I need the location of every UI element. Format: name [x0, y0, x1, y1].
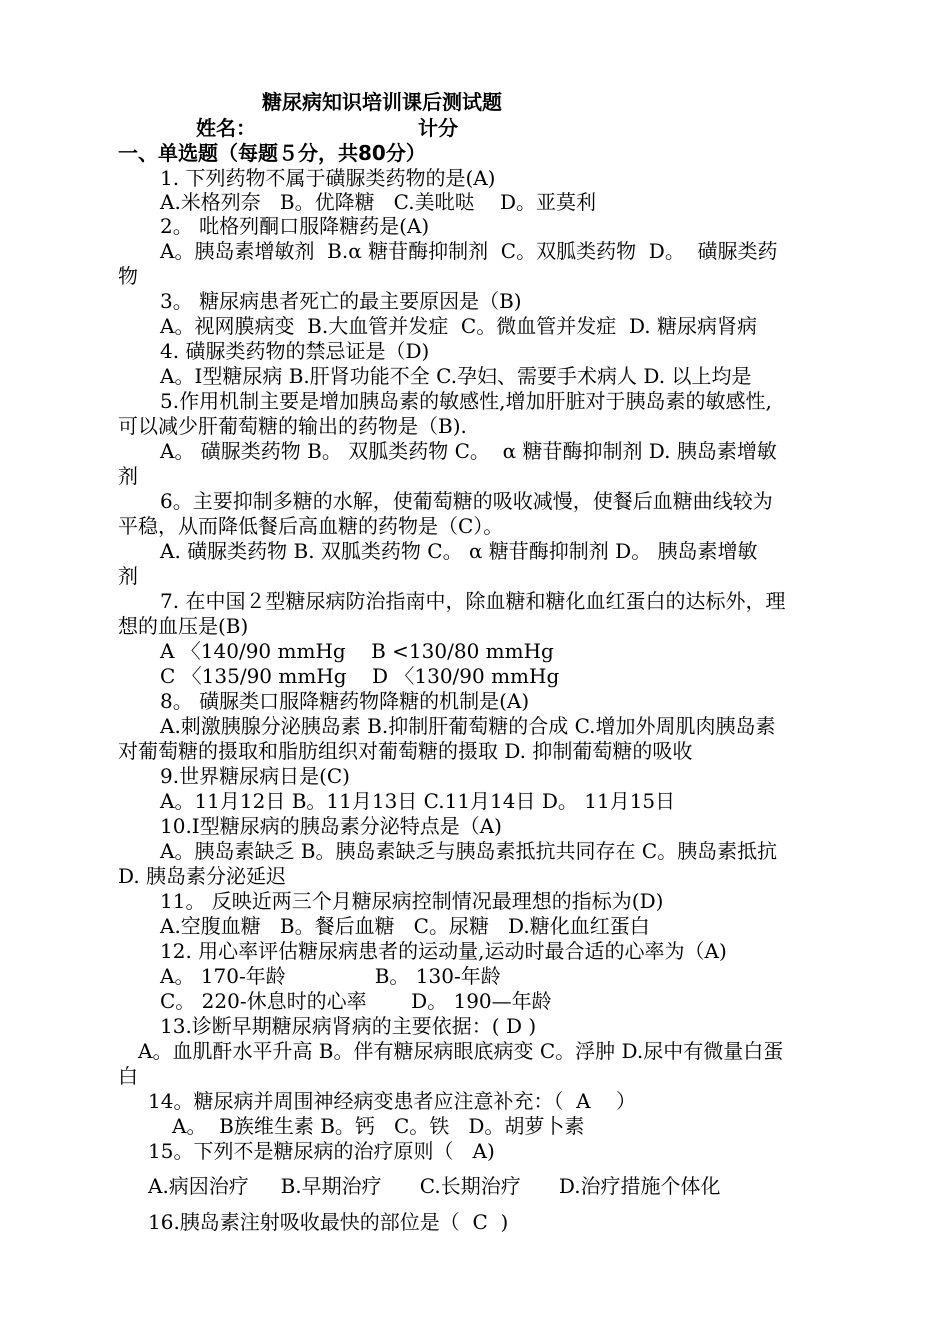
question-line: 可以减少肝葡萄糖的输出的药物是（B). — [118, 414, 467, 438]
question-line: 4. 磺脲类药物的禁忌证是（D) — [160, 339, 430, 363]
question-line: 2。 吡格列酮口服降糖药是(A) — [160, 214, 430, 238]
answer-options: A。血肌酐水平升高 B。伴有糖尿病眼底病变 C。浮肿 D.尿中有微量白蛋 — [138, 1039, 784, 1063]
answer-options: 对葡萄糖的摄取和脂肪组织对葡萄糖的摄取 D. 抑制葡萄糖的吸收 — [118, 739, 693, 763]
question-line: 15。下列不是糖尿病的治疗原则（ A) — [148, 1139, 495, 1163]
question-line: 12. 用心率评估糖尿病患者的运动量,运动时最合适的心率为（A) — [160, 939, 727, 963]
question-line: 1. 下列药物不属于磺脲类药物的是(A) — [160, 166, 496, 190]
question-line: 5.作用机制主要是增加胰岛素的敏感性,增加肝脏对于胰岛素的敏感性, — [160, 389, 772, 413]
answer-options: A.空腹血糖 B。餐后血糖 C。尿糖 D.糖化血红蛋白 — [160, 914, 650, 938]
answer-options: C。 220-休息时的心率 D。 190—年龄 — [160, 989, 552, 1013]
question-line: 想的血压是(B) — [118, 614, 249, 638]
score-label: 计分 — [418, 116, 458, 140]
answer-options: D. 胰岛素分泌延迟 — [118, 864, 287, 888]
answer-options: 物 — [118, 264, 138, 288]
question-line: 16.胰岛素注射吸收最快的部位是（ C ) — [148, 1210, 509, 1234]
question-line: 3。 糖尿病患者死亡的最主要原因是（B) — [160, 289, 522, 313]
question-line: 8。 磺脲类口服降糖药物降糖的机制是(A) — [160, 689, 530, 713]
answer-options: A。 磺脲类药物 B。 双胍类药物 C。 α 糖苷酶抑制剂 D. 胰岛素增敏 — [160, 439, 777, 463]
answer-options: A。视网膜病变 B.大血管并发症 C。微血管并发症 D. 糖尿病肾病 — [160, 314, 757, 338]
answer-options: 剂 — [118, 564, 138, 588]
question-line: 7. 在中国２型糖尿病防治指南中，除血糖和糖化血红蛋白的达标外，理 — [160, 589, 786, 613]
question-line: 14。糖尿病并周围神经病变患者应注意补充：（ A ） — [148, 1089, 637, 1113]
question-line: 11。 反映近两三个月糖尿病控制情况最理想的指标为(D) — [160, 889, 664, 913]
question-line: 13.诊断早期糖尿病肾病的主要依据：( D ) — [160, 1014, 537, 1038]
answer-options: A.刺激胰腺分泌胰岛素 B.抑制肝葡萄糖的合成 C.增加外周肌肉胰岛素 — [160, 714, 776, 738]
answer-options: A。 170-年龄 B。 130-年龄 — [160, 964, 501, 988]
question-line: 10.I型糖尿病的胰岛素分泌特点是（A) — [160, 814, 502, 838]
answer-options: C 〈135/90 mmHg D 〈130/90 mmHg — [160, 664, 560, 688]
answer-options: 白 — [118, 1064, 138, 1088]
answer-options: A。 B族维生素 B。钙 C。铁 D。胡萝卜素 — [172, 1114, 585, 1138]
answer-options: A 〈140/90 mmHg B <130/80 mmHg — [160, 639, 554, 663]
answer-options: A. 磺脲类药物 B. 双胍类药物 C。 α 糖苷酶抑制剂 D。 胰岛素增敏 — [160, 539, 758, 563]
answer-options: A。胰岛素增敏剂 B.α 糖苷酶抑制剂 C。双胍类药物 D。 磺脲类药 — [160, 239, 778, 263]
question-line: 6。主要抑制多糖的水解，使葡萄糖的吸收减慢，使餐后血糖曲线较为 — [160, 489, 773, 513]
answer-options: A.病因治疗 B.早期治疗 C.长期治疗 D.治疗措施个体化 — [148, 1174, 721, 1198]
answer-options: A.米格列奈 B。优降糖 C.美吡哒 D。亚莫利 — [160, 190, 597, 214]
name-label: 姓名： — [196, 116, 256, 140]
question-line: 9.世界糖尿病日是(C) — [160, 764, 350, 788]
page-title: 糖尿病知识培训课后测试题 — [262, 90, 502, 114]
answer-options: A。胰岛素缺乏 B。胰岛素缺乏与胰岛素抵抗共同存在 C。胰岛素抵抗 — [160, 839, 778, 863]
answer-options: A。11月12日 B。11月13日 C.11月14日 D。 11月15日 — [160, 789, 676, 813]
answer-options: 剂 — [118, 464, 138, 488]
question-line: 平稳，从而降低餐后高血糖的药物是（C）。 — [118, 514, 504, 538]
answer-options: A。I型糖尿病 B.肝肾功能不全 C.孕妇、需要手术病人 D. 以上均是 — [160, 364, 752, 388]
section-heading: 一、单选题（每题５分，共80分） — [118, 141, 426, 165]
